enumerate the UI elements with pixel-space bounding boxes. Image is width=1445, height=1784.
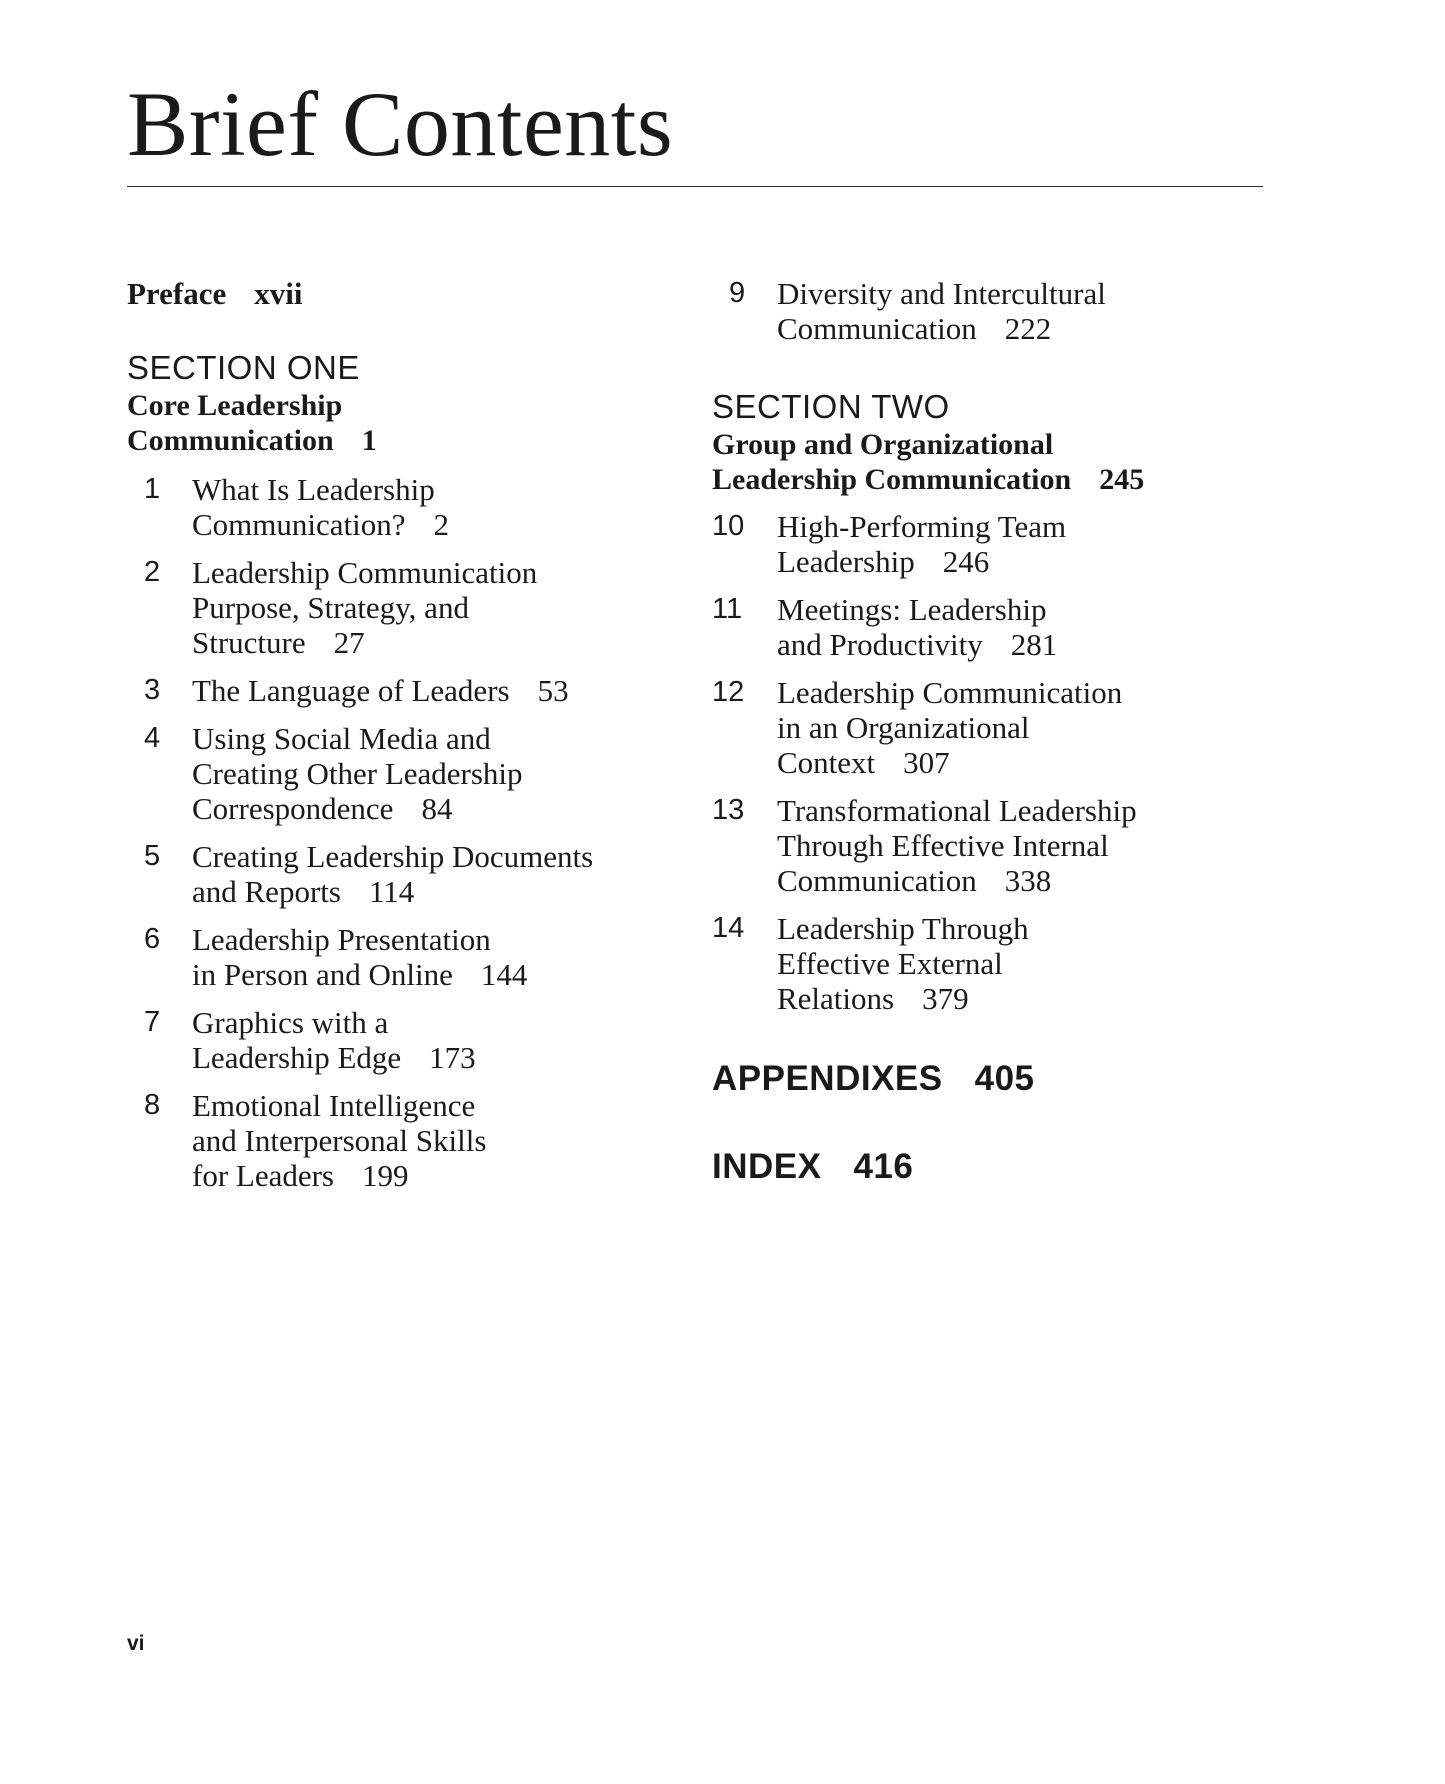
- chapter-title: Transformational Leadership Through Effective Internal Communication: [777, 793, 1137, 898]
- chapter-title: Leadership Communication Purpose, Strategy, and Structure: [192, 555, 538, 660]
- spacer: [712, 1099, 1352, 1147]
- index-page: 416: [853, 1147, 914, 1186]
- chapter-number: 3: [144, 674, 161, 706]
- section-two-title-line2: Leadership Communication: [712, 463, 1072, 496]
- page-title: Brief Contents: [127, 73, 674, 175]
- chapter-page: 281: [1010, 627, 1058, 662]
- chapter-entry-12[interactable]: [712, 675, 1352, 780]
- chapter-page: 144: [480, 957, 528, 992]
- chapter-title: Meetings: Leadership and Productivity: [777, 592, 1047, 662]
- section-one-continued-list: [712, 276, 1352, 346]
- chapter-number: 5: [144, 840, 161, 872]
- spacer: [712, 1029, 1352, 1059]
- chapter-entry-7[interactable]: [127, 1005, 687, 1075]
- toc-preface-entry[interactable]: [127, 276, 687, 312]
- section-one-title-line2: Communication: [127, 424, 334, 457]
- chapter-entry-9[interactable]: [712, 276, 1352, 346]
- chapter-page: 173: [429, 1040, 476, 1075]
- chapter-number: 6: [144, 923, 161, 955]
- spacer: [127, 458, 687, 472]
- section-two-chapter-list: [712, 509, 1352, 1016]
- chapter-number: 10: [712, 510, 745, 542]
- chapter-page: 199: [362, 1158, 409, 1193]
- toc-appendixes-entry[interactable]: [712, 1059, 1352, 1099]
- section-one-chapter-list: [127, 472, 687, 1193]
- chapter-number: 12: [712, 676, 745, 708]
- chapter-entry-4[interactable]: [127, 721, 687, 826]
- section-two-title[interactable]: [712, 427, 1352, 497]
- chapter-title: Leadership Communication in an Organizational Context: [777, 675, 1123, 780]
- chapter-title: Using Social Media and Creating Other Leadership Correspondence: [192, 721, 523, 826]
- chapter-number: 9: [729, 277, 746, 309]
- chapter-entry-6[interactable]: [127, 922, 687, 992]
- chapter-page: 84: [421, 791, 453, 826]
- chapter-number: 8: [144, 1089, 161, 1121]
- chapter-title: The Language of Leaders: [192, 673, 510, 708]
- appendixes-page: 405: [974, 1059, 1035, 1098]
- section-one-label: SECTION ONE: [127, 349, 360, 386]
- chapter-title: Graphics with a Leadership Edge: [192, 1005, 402, 1075]
- chapter-entry-10[interactable]: [712, 509, 1352, 579]
- section-two-title-line1: Group and Organizational: [712, 428, 1054, 461]
- chapter-entry-14[interactable]: [712, 911, 1352, 1016]
- chapter-number: 1: [144, 473, 161, 505]
- chapter-title: High-Performing Team Leadership: [777, 509, 1067, 579]
- section-two-label: SECTION TWO: [712, 388, 950, 425]
- title-rule: [127, 186, 1263, 187]
- appendixes-label: APPENDIXES: [712, 1059, 943, 1098]
- chapter-page: 379: [922, 981, 969, 1016]
- preface-label: Preface: [127, 276, 227, 311]
- toc-index-entry[interactable]: [712, 1147, 1352, 1187]
- chapter-page: 27: [333, 625, 365, 660]
- section-one-page: 1: [361, 424, 377, 457]
- chapter-entry-2[interactable]: [127, 555, 687, 660]
- chapter-entry-5[interactable]: [127, 839, 687, 909]
- chapter-entry-1[interactable]: [127, 472, 687, 542]
- chapter-title: Creating Leadership Documents and Reports: [192, 839, 594, 909]
- spacer: [127, 312, 687, 348]
- index-label: INDEX: [712, 1147, 822, 1186]
- chapter-entry-8[interactable]: [127, 1088, 687, 1193]
- chapter-title: Emotional Intelligence and Interpersonal Skills for Leaders: [192, 1088, 487, 1193]
- chapter-page: 222: [1004, 311, 1052, 346]
- chapter-title: Leadership Presentation in Person and Online: [192, 922, 491, 992]
- chapter-number: 4: [144, 722, 161, 754]
- spacer: [712, 497, 1352, 509]
- chapter-page: 114: [368, 874, 415, 909]
- chapter-entry-13[interactable]: [712, 793, 1352, 898]
- section-one-title[interactable]: [127, 388, 687, 458]
- chapter-number: 7: [144, 1006, 161, 1038]
- page-folio: vi: [127, 1632, 145, 1655]
- chapter-number: 14: [712, 912, 745, 944]
- preface-page: xvii: [254, 276, 303, 311]
- section-one-title-line1: Core Leadership: [127, 389, 343, 422]
- chapter-page: 338: [1004, 863, 1052, 898]
- chapter-entry-11[interactable]: [712, 592, 1352, 662]
- chapter-page: 2: [433, 507, 450, 542]
- chapter-title: Diversity and Intercultural Communication: [777, 276, 1106, 346]
- chapter-page: 246: [942, 544, 990, 579]
- chapter-entry-3[interactable]: [127, 673, 687, 708]
- chapter-number: 2: [144, 556, 161, 588]
- chapter-title: Leadership Through Effective External Relations: [777, 911, 1029, 1016]
- chapter-page: 53: [537, 673, 569, 708]
- section-two-page: 245: [1099, 463, 1145, 496]
- spacer: [712, 359, 1352, 387]
- chapter-number: 13: [712, 794, 745, 826]
- toc-left-column: [127, 276, 687, 1206]
- toc-right-column: [712, 276, 1352, 1187]
- chapter-title: What Is Leadership Communication?: [192, 472, 435, 542]
- chapter-number: 11: [712, 593, 743, 625]
- chapter-page: 307: [903, 745, 950, 780]
